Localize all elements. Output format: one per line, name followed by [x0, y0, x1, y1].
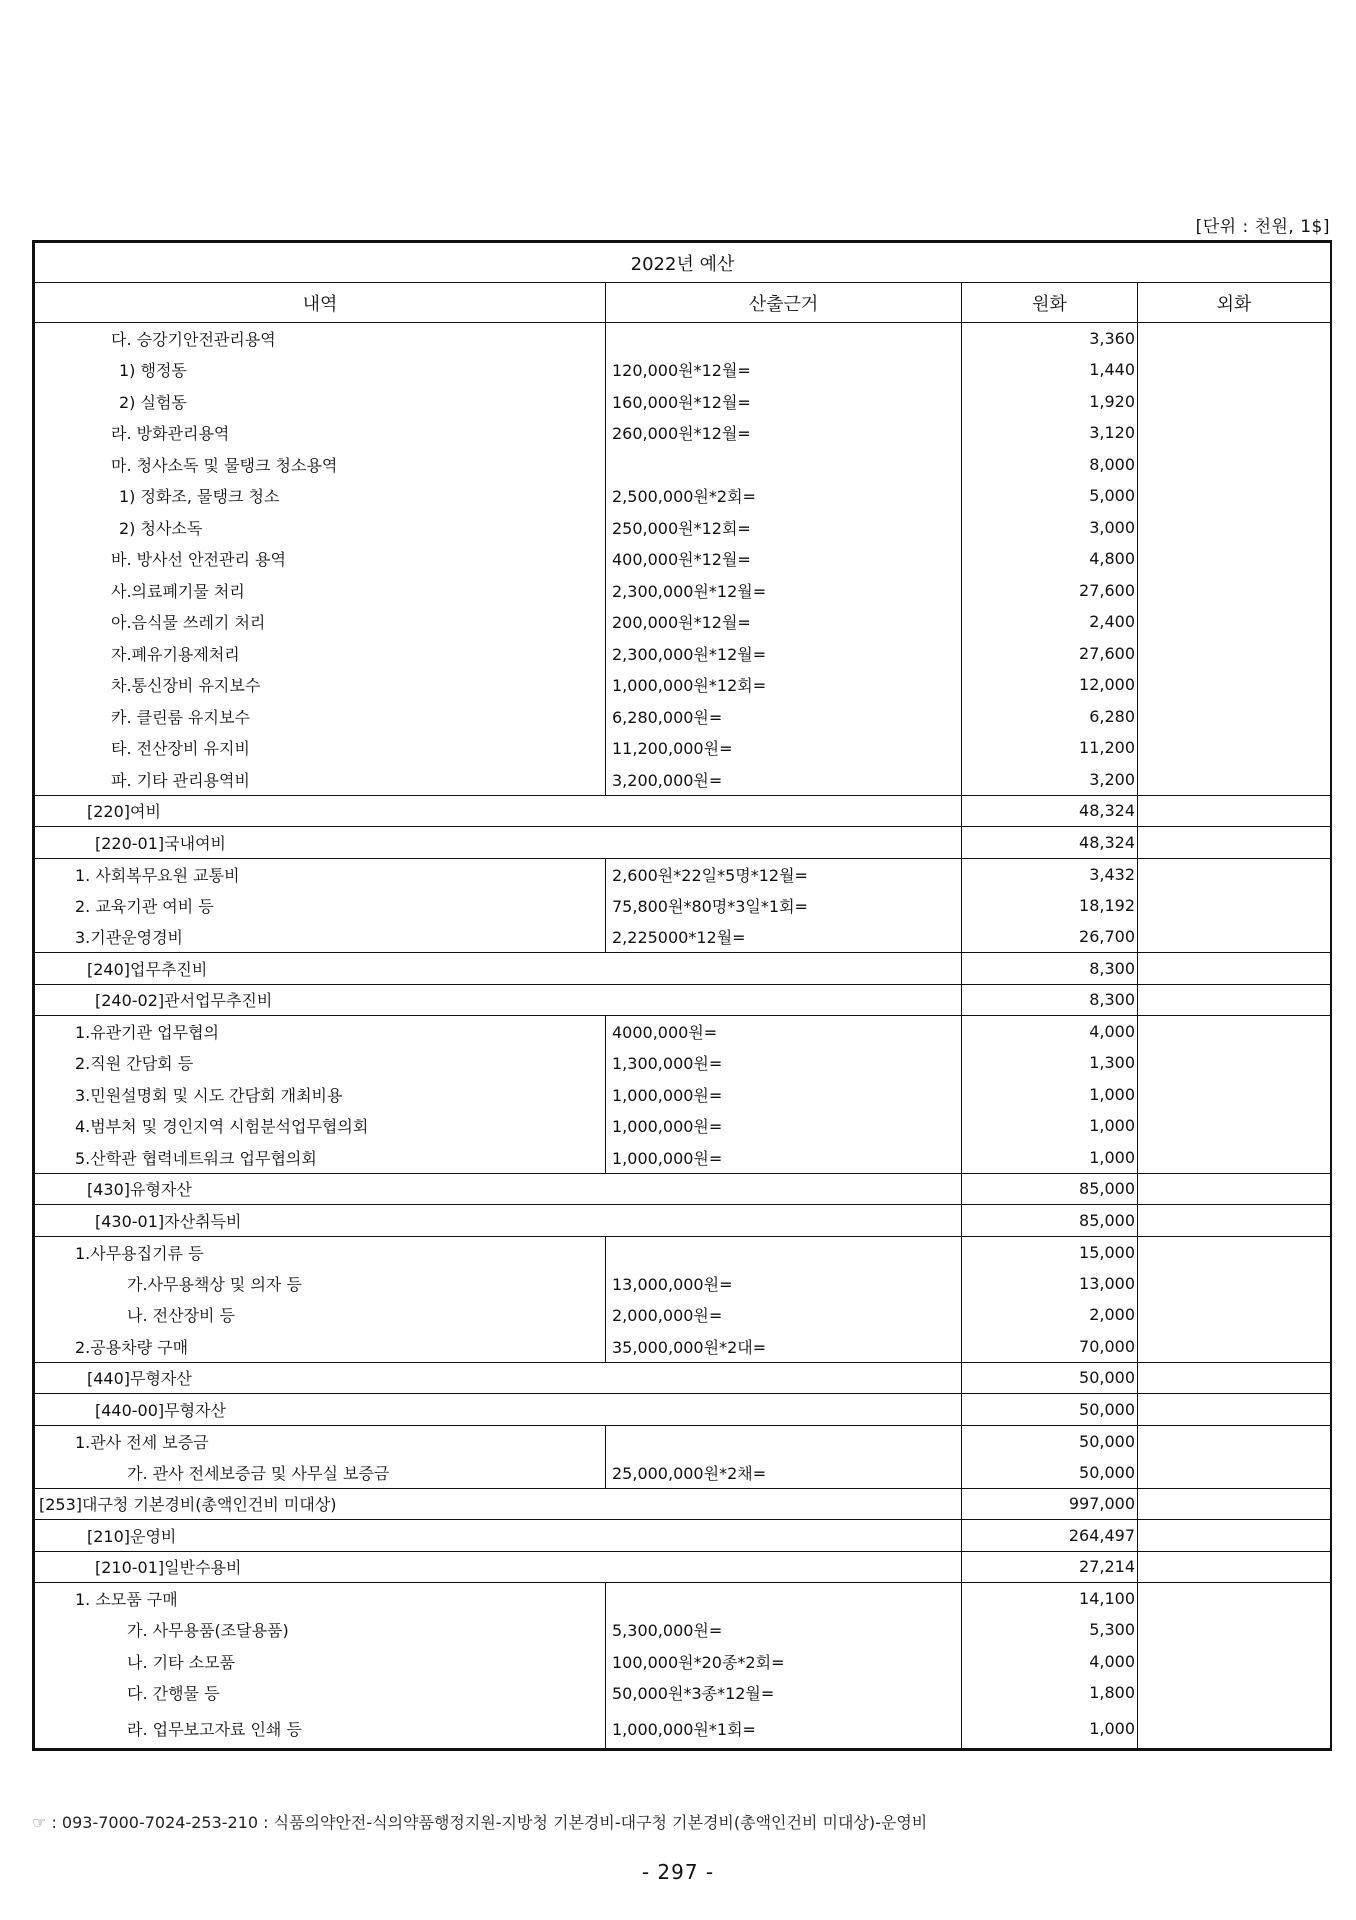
- row-krw-amount: 1,000: [962, 1142, 1138, 1174]
- row-basis: 250,000원*12회=: [606, 512, 962, 544]
- table-row: [35, 1142, 1331, 1174]
- table-row: [35, 795, 1331, 827]
- row-krw-amount: 3,120: [962, 417, 1138, 449]
- row-foreign-amount: [1138, 543, 1331, 575]
- header-foreign: 외화: [1138, 283, 1331, 323]
- row-krw-amount: 3,200: [962, 764, 1138, 796]
- row-description: 가. 사무용품(조달용품): [35, 1614, 606, 1646]
- budget-table-container: [32, 240, 1332, 1751]
- table-row: [35, 575, 1331, 607]
- row-krw-amount: 12,000: [962, 669, 1138, 701]
- row-krw-amount: 6,280: [962, 701, 1138, 733]
- row-krw-amount: 1,000: [962, 1110, 1138, 1142]
- row-krw-amount: 70,000: [962, 1331, 1138, 1363]
- row-krw-amount: 3,000: [962, 512, 1138, 544]
- row-foreign-amount: [1138, 1110, 1331, 1142]
- table-row: [35, 354, 1331, 386]
- row-basis: [606, 323, 962, 355]
- row-foreign-amount: [1138, 417, 1331, 449]
- table-row: [35, 732, 1331, 764]
- row-basis: 35,000,000원*2대=: [606, 1331, 962, 1363]
- row-basis: 1,000,000원=: [606, 1110, 962, 1142]
- table-row: [35, 1614, 1331, 1646]
- section-heading: [220]여비: [35, 795, 962, 827]
- row-basis: [606, 1236, 962, 1268]
- row-krw-amount: 4,000: [962, 1646, 1138, 1678]
- table-row: [35, 638, 1331, 670]
- row-description: 나. 기타 소모품: [35, 1646, 606, 1678]
- table-row: [35, 323, 1331, 355]
- row-foreign-amount: [1138, 1236, 1331, 1268]
- table-row: [35, 953, 1331, 985]
- row-foreign-amount: [1138, 669, 1331, 701]
- row-foreign-amount: [1138, 921, 1331, 953]
- row-basis: 3,200,000원=: [606, 764, 962, 796]
- row-description: 2. 교육기관 여비 등: [35, 890, 606, 922]
- row-krw-amount: 13,000: [962, 1268, 1138, 1300]
- row-foreign-amount: [1138, 1646, 1331, 1678]
- row-foreign-amount: [1138, 512, 1331, 544]
- row-foreign-amount: [1138, 1583, 1331, 1615]
- row-krw-amount: 1,000: [962, 1079, 1138, 1111]
- row-krw-amount: 4,800: [962, 543, 1138, 575]
- row-foreign-amount: [1138, 638, 1331, 670]
- pointing-hand-icon: ☞: [32, 1813, 47, 1832]
- row-krw-amount: 2,400: [962, 606, 1138, 638]
- table-row: [35, 827, 1331, 859]
- row-description: 2.직원 간담회 등: [35, 1047, 606, 1079]
- table-row: [35, 858, 1331, 890]
- section-heading: [210-01]일반수용비: [35, 1551, 962, 1583]
- table-row: [35, 669, 1331, 701]
- table-row: [35, 1299, 1331, 1331]
- row-krw-amount: 50,000: [962, 1425, 1138, 1457]
- section-heading: [430]유형자산: [35, 1173, 962, 1205]
- row-foreign-amount: [1138, 764, 1331, 796]
- table-row: [35, 417, 1331, 449]
- table-row: [35, 606, 1331, 638]
- table-row: [35, 1236, 1331, 1268]
- row-description: 5.산학관 협력네트워크 업무협의회: [35, 1142, 606, 1174]
- row-krw-amount: 5,300: [962, 1614, 1138, 1646]
- header-krw: 원화: [962, 283, 1138, 323]
- row-basis: 13,000,000원=: [606, 1268, 962, 1300]
- row-krw-amount: 3,360: [962, 323, 1138, 355]
- row-basis: 1,300,000원=: [606, 1047, 962, 1079]
- row-description: 파. 기타 관리용역비: [35, 764, 606, 796]
- row-krw-amount: 11,200: [962, 732, 1138, 764]
- row-krw-amount: 1,000: [962, 1709, 1138, 1749]
- row-description: 1) 행정동: [35, 354, 606, 386]
- table-row: [35, 449, 1331, 481]
- table-row: [35, 480, 1331, 512]
- row-basis: 400,000원*12월=: [606, 543, 962, 575]
- budget-table: [34, 242, 1331, 1749]
- unit-label: [단위 : 천원, 1$]: [1195, 217, 1330, 237]
- section-foreign-amount: [1138, 1394, 1331, 1426]
- row-foreign-amount: [1138, 732, 1331, 764]
- section-krw-amount: 8,300: [962, 984, 1138, 1016]
- row-foreign-amount: [1138, 1016, 1331, 1048]
- section-krw-amount: 48,324: [962, 795, 1138, 827]
- row-foreign-amount: [1138, 1677, 1331, 1709]
- row-description: 차.통신장비 유지보수: [35, 669, 606, 701]
- table-row: [35, 1205, 1331, 1237]
- section-krw-amount: 264,497: [962, 1520, 1138, 1552]
- table-row: [35, 1457, 1331, 1489]
- table-row: [35, 1677, 1331, 1709]
- section-foreign-amount: [1138, 1551, 1331, 1583]
- row-foreign-amount: [1138, 1142, 1331, 1174]
- row-basis: [606, 1583, 962, 1615]
- row-krw-amount: 15,000: [962, 1236, 1138, 1268]
- row-krw-amount: 3,432: [962, 858, 1138, 890]
- row-foreign-amount: [1138, 701, 1331, 733]
- table-title: 2022년 예산: [35, 243, 1331, 283]
- row-basis: 2,300,000원*12월=: [606, 638, 962, 670]
- row-foreign-amount: [1138, 386, 1331, 418]
- row-basis: 100,000원*20종*2회=: [606, 1646, 962, 1678]
- row-basis: 2,300,000원*12월=: [606, 575, 962, 607]
- section-heading: [440-00]무형자산: [35, 1394, 962, 1426]
- table-row: [35, 1016, 1331, 1048]
- row-basis: 6,280,000원=: [606, 701, 962, 733]
- row-description: 1) 정화조, 물탱크 청소: [35, 480, 606, 512]
- row-krw-amount: 8,000: [962, 449, 1138, 481]
- row-basis: 1,000,000원*1회=: [606, 1709, 962, 1749]
- row-krw-amount: 26,700: [962, 921, 1138, 953]
- section-krw-amount: 85,000: [962, 1173, 1138, 1205]
- section-foreign-amount: [1138, 1205, 1331, 1237]
- table-row: [35, 701, 1331, 733]
- table-row: [35, 1520, 1331, 1552]
- section-krw-amount: 50,000: [962, 1394, 1138, 1426]
- row-description: 1.유관기관 업무협의: [35, 1016, 606, 1048]
- row-description: 1. 사회복무요원 교통비: [35, 858, 606, 890]
- section-foreign-amount: [1138, 1520, 1331, 1552]
- row-basis: 2,000,000원=: [606, 1299, 962, 1331]
- section-foreign-amount: [1138, 1362, 1331, 1394]
- row-basis: 75,800원*80명*3일*1회=: [606, 890, 962, 922]
- table-row: [35, 512, 1331, 544]
- row-basis: 2,500,000원*2회=: [606, 480, 962, 512]
- section-foreign-amount: [1138, 827, 1331, 859]
- row-krw-amount: 5,000: [962, 480, 1138, 512]
- section-krw-amount: 50,000: [962, 1362, 1138, 1394]
- row-description: 1.사무용집기류 등: [35, 1236, 606, 1268]
- section-krw-amount: 85,000: [962, 1205, 1138, 1237]
- header-description: 내역: [35, 283, 606, 323]
- row-foreign-amount: [1138, 575, 1331, 607]
- table-row: [35, 1362, 1331, 1394]
- row-krw-amount: 27,600: [962, 575, 1138, 607]
- row-basis: 50,000원*3종*12월=: [606, 1677, 962, 1709]
- table-row: [35, 890, 1331, 922]
- row-foreign-amount: [1138, 858, 1331, 890]
- row-krw-amount: 1,440: [962, 354, 1138, 386]
- row-basis: 5,300,000원=: [606, 1614, 962, 1646]
- row-krw-amount: 1,300: [962, 1047, 1138, 1079]
- table-row: [35, 1331, 1331, 1363]
- row-krw-amount: 2,000: [962, 1299, 1138, 1331]
- table-row: [35, 1394, 1331, 1426]
- table-row: [35, 764, 1331, 796]
- row-description: 마. 청사소독 및 물탱크 청소용역: [35, 449, 606, 481]
- row-basis: 4000,000원=: [606, 1016, 962, 1048]
- section-krw-amount: 8,300: [962, 953, 1138, 985]
- table-row: [35, 1079, 1331, 1111]
- row-description: 2) 청사소독: [35, 512, 606, 544]
- section-foreign-amount: [1138, 984, 1331, 1016]
- row-basis: 11,200,000원=: [606, 732, 962, 764]
- table-row: [35, 1646, 1331, 1678]
- section-krw-amount: 27,214: [962, 1551, 1138, 1583]
- table-row: [35, 386, 1331, 418]
- table-row: [35, 1583, 1331, 1615]
- row-basis: [606, 1425, 962, 1457]
- row-basis: 2,225000*12월=: [606, 921, 962, 953]
- row-foreign-amount: [1138, 323, 1331, 355]
- row-description: 1. 소모품 구매: [35, 1583, 606, 1615]
- row-basis: 1,000,000원=: [606, 1142, 962, 1174]
- row-description: 2.공용차량 구매: [35, 1331, 606, 1363]
- section-foreign-amount: [1138, 1173, 1331, 1205]
- row-krw-amount: 27,600: [962, 638, 1138, 670]
- section-heading: [240-02]관서업무추진비: [35, 984, 962, 1016]
- table-row: [35, 1709, 1331, 1749]
- row-foreign-amount: [1138, 1709, 1331, 1749]
- row-description: 카. 클린룸 유지보수: [35, 701, 606, 733]
- table-row: [35, 984, 1331, 1016]
- page-number: - 297 -: [641, 1860, 715, 1884]
- row-foreign-amount: [1138, 1425, 1331, 1457]
- row-description: 사.의료폐기물 처리: [35, 575, 606, 607]
- row-description: 4.범부처 및 경인지역 시험분석업무협의회: [35, 1110, 606, 1142]
- section-heading: [240]업무추진비: [35, 953, 962, 985]
- row-foreign-amount: [1138, 1457, 1331, 1489]
- row-krw-amount: 14,100: [962, 1583, 1138, 1615]
- table-row: [35, 1488, 1331, 1520]
- row-basis: 120,000원*12월=: [606, 354, 962, 386]
- row-description: 다. 간행물 등: [35, 1677, 606, 1709]
- row-description: 가. 관사 전세보증금 및 사무실 보증금: [35, 1457, 606, 1489]
- row-basis: [606, 449, 962, 481]
- table-row: [35, 1551, 1331, 1583]
- table-row: [35, 1173, 1331, 1205]
- table-row: [35, 1110, 1331, 1142]
- section-foreign-amount: [1138, 1488, 1331, 1520]
- row-krw-amount: 50,000: [962, 1457, 1138, 1489]
- row-basis: 2,600원*22일*5명*12월=: [606, 858, 962, 890]
- row-basis: 160,000원*12월=: [606, 386, 962, 418]
- section-heading: [430-01]자산취득비: [35, 1205, 962, 1237]
- section-krw-amount: 48,324: [962, 827, 1138, 859]
- table-row: [35, 1047, 1331, 1079]
- row-foreign-amount: [1138, 1614, 1331, 1646]
- row-description: 가.사무용책상 및 의자 등: [35, 1268, 606, 1300]
- row-description: 2) 실험동: [35, 386, 606, 418]
- row-description: 라. 방화관리용역: [35, 417, 606, 449]
- row-description: 나. 전산장비 등: [35, 1299, 606, 1331]
- row-foreign-amount: [1138, 1299, 1331, 1331]
- row-description: 라. 업무보고자료 인쇄 등: [35, 1709, 606, 1749]
- row-description: 1.관사 전세 보증금: [35, 1425, 606, 1457]
- row-description: 3.민원설명회 및 시도 간담회 개최비용: [35, 1079, 606, 1111]
- row-foreign-amount: [1138, 1268, 1331, 1300]
- row-krw-amount: 1,920: [962, 386, 1138, 418]
- table-row: [35, 1425, 1331, 1457]
- row-foreign-amount: [1138, 480, 1331, 512]
- section-heading: [440]무형자산: [35, 1362, 962, 1394]
- row-basis: 200,000원*12월=: [606, 606, 962, 638]
- table-row: [35, 921, 1331, 953]
- row-krw-amount: 1,800: [962, 1677, 1138, 1709]
- row-krw-amount: 18,192: [962, 890, 1138, 922]
- row-krw-amount: 4,000: [962, 1016, 1138, 1048]
- row-description: 자.폐유기용제처리: [35, 638, 606, 670]
- footnote: [32, 1810, 927, 1833]
- section-krw-amount: 997,000: [962, 1488, 1138, 1520]
- section-heading: [210]운영비: [35, 1520, 962, 1552]
- row-foreign-amount: [1138, 354, 1331, 386]
- row-basis: 1,000,000원*12회=: [606, 669, 962, 701]
- row-foreign-amount: [1138, 449, 1331, 481]
- row-description: 3.기관운영경비: [35, 921, 606, 953]
- footnote-text: : 093-7000-7024-253-210 : 식품의약안전-식의약품행정지원-지방청 기본경비-대구청 기본경비(총액인건비 미대상)-운영비: [51, 1813, 928, 1832]
- table-row: [35, 1268, 1331, 1300]
- row-foreign-amount: [1138, 606, 1331, 638]
- header-basis: 산출근거: [606, 283, 962, 323]
- row-foreign-amount: [1138, 1079, 1331, 1111]
- table-body: [35, 323, 1331, 1749]
- row-foreign-amount: [1138, 1331, 1331, 1363]
- section-heading: [220-01]국내여비: [35, 827, 962, 859]
- table-row: [35, 543, 1331, 575]
- row-basis: 1,000,000원=: [606, 1079, 962, 1111]
- row-foreign-amount: [1138, 1047, 1331, 1079]
- row-description: 아.음식물 쓰레기 처리: [35, 606, 606, 638]
- row-basis: 25,000,000원*2채=: [606, 1457, 962, 1489]
- section-foreign-amount: [1138, 953, 1331, 985]
- section-foreign-amount: [1138, 795, 1331, 827]
- row-description: 바. 방사선 안전관리 용역: [35, 543, 606, 575]
- row-description: 타. 전산장비 유지비: [35, 732, 606, 764]
- row-basis: 260,000원*12월=: [606, 417, 962, 449]
- row-description: 다. 승강기안전관리용역: [35, 323, 606, 355]
- section-heading: [253]대구청 기본경비(총액인건비 미대상): [35, 1488, 962, 1520]
- row-foreign-amount: [1138, 890, 1331, 922]
